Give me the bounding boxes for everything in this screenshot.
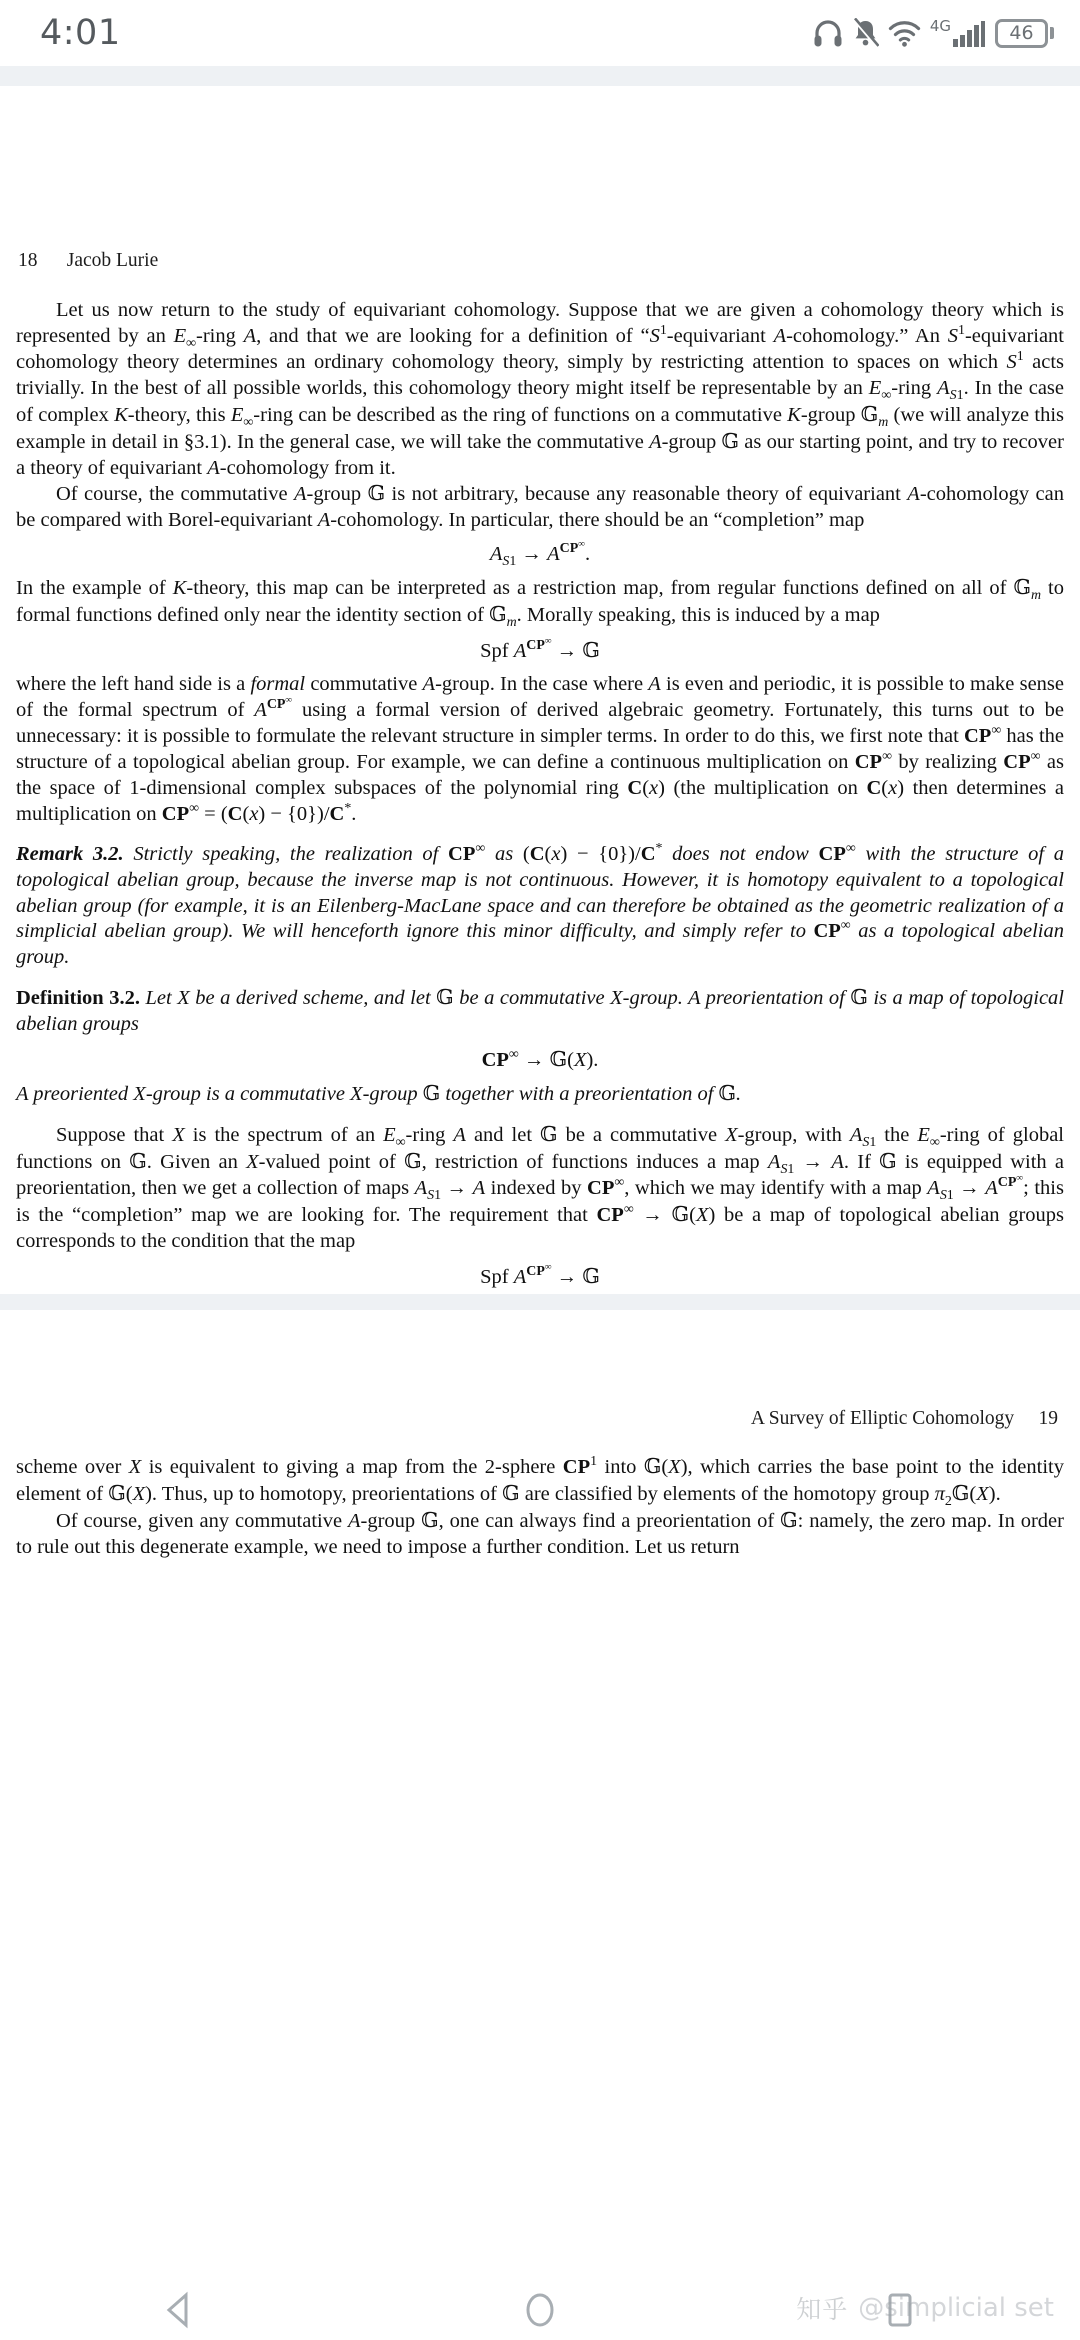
paragraph-2: Of course, the commutative A-group 𝔾 is not arbitrary, because any reasonable theory of equivariant A-cohomology can be compared with Borel-equivariant A-cohomology. In particular, there should be an “completion” map bbox=[16, 481, 1065, 532]
watermark-handle: @simplicial set bbox=[858, 2293, 1054, 2323]
zhihu-logo: 知乎 bbox=[796, 2295, 849, 2324]
running-head-page-2 bbox=[16, 1408, 1064, 1430]
page-number: 18 bbox=[18, 250, 38, 271]
document-reader[interactable] bbox=[0, 66, 1080, 2280]
reader-top-gap bbox=[0, 66, 1080, 86]
network-type-label: 4G bbox=[929, 16, 951, 35]
paragraph-5: A preoriented X-group is a commutative X-group 𝔾 together with a preorientation of 𝔾. bbox=[16, 1081, 742, 1106]
home-button[interactable] bbox=[519, 2289, 561, 2331]
running-head-page-1 bbox=[16, 250, 1064, 272]
bell-mute-icon bbox=[852, 18, 879, 48]
paragraph-1: Let us now return to the study of equivariant cohomology. Suppose that we are given a cohomology theory which is represented by an $E_\infty$-ring A, and that we are looking for a definition of “$S^1$-equivariant A-cohomology.” An $S^1$-equivariant cohomology theory determines an ordinary cohomology theory, simply by restricting attention to spaces on which $S^1$ acts trivially. In the best of all possible worlds, this cohomology theory might itself be representable by an $E_\infty$-ring $A_{S1}$. In the case of complex K-theory, this $E_\infty$-ring can be described as the ring of functions on a commutative K-group 𝔾$_m$ (we will analyze this example in detail in §3.1). In the general case, we will take the commutative A-group 𝔾 as our starting point, and try to recover a theory of equivariant A-cohomology from it. bbox=[16, 299, 1065, 479]
headphones-icon bbox=[813, 19, 843, 47]
system-navigation-bar bbox=[0, 2280, 1080, 2340]
battery-icon bbox=[995, 19, 1054, 48]
display-equation-4: Spf $A^{CP^\infty}$ → 𝔾 bbox=[480, 1262, 600, 1288]
battery-cap bbox=[1050, 27, 1054, 39]
status-icon-group bbox=[813, 18, 1054, 48]
page-number: 19 bbox=[1038, 1408, 1058, 1429]
document-page-1 bbox=[0, 86, 1080, 1294]
watermark bbox=[796, 2290, 1054, 2326]
wifi-icon bbox=[888, 19, 921, 48]
display-equation-1: $A_{S1} \to A^{CP^\infty}$. bbox=[489, 539, 591, 570]
remark-3-2: Remark 3.2. Strictly speaking, the realization of CP∞ as (C(x) − {0})/C* does not endow CP∞ with the structure of a topological abelian group, because the inverse map is not continuous. However, it is homotopy equivalent to a topological abelian group (for example, it is an Eilenberg-MacLane space and can therefore be obtained as the geometric realization of a simplicial abelian group). We will henceforth ignore this minor difficulty, and simply refer to CP∞ as a topological abelian group. bbox=[16, 840, 1065, 969]
document-title: A Survey of Elliptic Cohomology bbox=[750, 1408, 1015, 1429]
page-separator bbox=[0, 1294, 1080, 1310]
paragraph-4: where the left hand side is a formal commutative A-group. In the case where A is even and periodic, it is possible to make sense of the formal spectrum of $A^{CP^\infty}$ using a formal version of derived algebraic geometry. Fortunately, this turns out to be unnecessary: it is possible to formulate the relevant structure in simpler terms. In order to do this, we first note that CP∞ has the structure of a topological abelian group. For example, we can define a continuous multiplication on CP∞ by realizing CP∞ as the space of 1-dimensional complex subspaces of the polynomial ring C(x) (the multiplication on C(x) then determines a multiplication on CP∞ = (C(x) − {0})/C*. bbox=[16, 673, 1065, 825]
back-button[interactable] bbox=[159, 2289, 201, 2331]
status-clock: 4:01 bbox=[40, 13, 121, 53]
paragraph-3: In the example of K-theory, this map can be interpreted as a restriction map, from regular functions defined on all of 𝔾$_m$ to formal functions defined only near the identity section of 𝔾$_m$. Morally speaking, this is induced by a map bbox=[16, 575, 1065, 631]
display-equation-3: CP∞ → 𝔾(X). bbox=[481, 1047, 599, 1072]
document-page-2 bbox=[0, 1310, 1080, 2280]
signal-4g-icon bbox=[929, 16, 986, 48]
paragraph-6: Suppose that X is the spectrum of an $E_\infty$-ring A and let 𝔾 be a commutative X-group, with $A_{S1}$ the $E_\infty$-ring of global functions on 𝔾. Given an X-valued point of 𝔾, restriction of functions induces a map $A_{S1} \to A$. If 𝔾 is equipped with a preorientation, then we get a collection of maps $A_{S1} \to A$ indexed by CP∞, which we may identify with a map $A_{S1} \to A^{CP^\infty}$; this is the “completion” map we are looking for. The requirement that CP∞ → 𝔾(X) be a map of topological abelian groups corresponds to the condition that the map bbox=[16, 1122, 1065, 1252]
paragraph-10: Of course, given any commutative A-group 𝔾, one can always find a preorientation of 𝔾: namely, the zero map. In order to rule out this degenerate example, we need to impose a further condition. Let us return bbox=[16, 1507, 1064, 1558]
paragraph-9: scheme over X is equivalent to giving a map from the 2-sphere $CP^1$ into 𝔾(X), which carries the base point to the identity element of 𝔾(X). Thus, up to homotopy, preorientations of 𝔾 are classified by elements of the homotopy group $\pi_2𝔾(X)$. bbox=[16, 1454, 1064, 1510]
battery-level-label: 46 bbox=[1009, 22, 1034, 44]
status-bar bbox=[0, 0, 1080, 66]
author-name: Jacob Lurie bbox=[66, 250, 159, 271]
definition-3-2: Definition 3.2. Let X be a derived scheme, and let 𝔾 be a commutative X-group. A preorientation of 𝔾 is a map of topological abelian groups bbox=[16, 985, 1065, 1036]
display-equation-2: Spf $A^{CP^\infty}$ → 𝔾 bbox=[480, 636, 600, 663]
